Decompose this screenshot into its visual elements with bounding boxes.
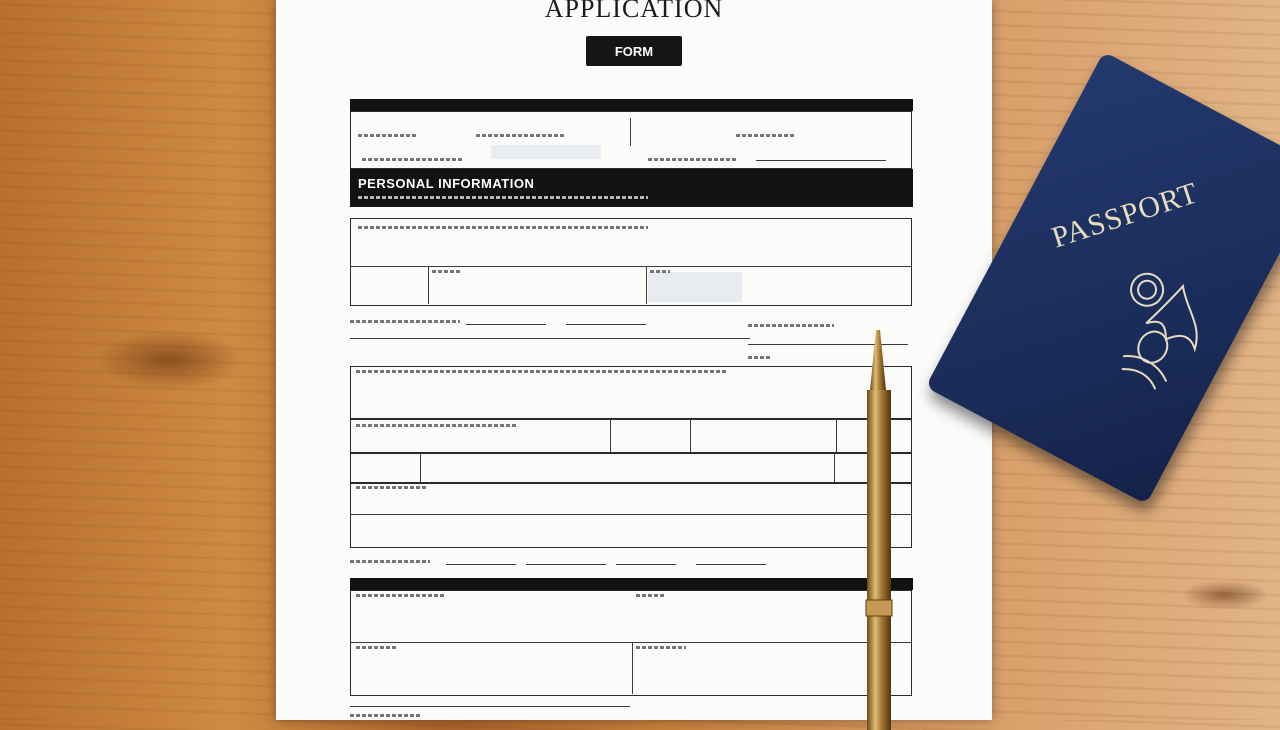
form-field-label	[350, 320, 460, 323]
section-header-bar	[350, 578, 913, 590]
passport-title: PASSPORT	[1047, 176, 1203, 255]
form-field-label	[650, 270, 670, 273]
input-field[interactable]	[491, 145, 601, 159]
form-field-label	[358, 134, 418, 137]
input-line[interactable]	[350, 706, 630, 707]
form-field-label	[358, 226, 648, 229]
form-box[interactable]	[350, 366, 912, 420]
input-line[interactable]	[616, 564, 676, 565]
form-field-label	[748, 324, 834, 327]
input-line[interactable]	[350, 338, 750, 339]
divider	[428, 266, 429, 304]
document-badge: FORM	[586, 36, 682, 66]
form-field-label	[736, 134, 796, 137]
divider	[630, 118, 631, 146]
form-field-label	[636, 646, 686, 649]
divider	[350, 642, 912, 643]
form-field-label	[476, 134, 566, 137]
wood-knot	[95, 330, 245, 390]
pen-icon[interactable]	[860, 330, 900, 730]
form-box[interactable]	[350, 482, 912, 548]
form-box[interactable]	[350, 452, 912, 484]
form-field-label	[356, 646, 396, 649]
form-field-label	[356, 486, 426, 489]
form-field-label	[356, 594, 446, 597]
section-subtext	[358, 196, 648, 199]
input-line[interactable]	[696, 564, 766, 565]
form-field-label	[432, 270, 462, 273]
form-field-label	[350, 714, 420, 717]
divider	[834, 452, 835, 482]
form-box[interactable]	[350, 590, 912, 696]
divider	[690, 418, 691, 452]
input-line[interactable]	[566, 324, 646, 325]
form-field-label	[648, 158, 738, 161]
document-title: APPLICATION	[544, 0, 724, 23]
input-line[interactable]	[446, 564, 516, 565]
form-box[interactable]	[350, 218, 912, 306]
divider	[646, 266, 647, 304]
divider	[632, 642, 633, 694]
divider	[836, 418, 837, 452]
form-field-label	[362, 158, 462, 161]
passport-seal-icon	[1074, 240, 1237, 415]
input-line[interactable]	[526, 564, 606, 565]
form-field-label	[350, 560, 430, 563]
input-line[interactable]	[756, 160, 886, 161]
form-field-label	[636, 594, 666, 597]
wood-knot	[1180, 580, 1270, 610]
divider	[420, 452, 421, 482]
form-field-label	[748, 356, 770, 359]
section-heading: PERSONAL INFORMATION	[358, 176, 535, 191]
divider	[350, 266, 912, 267]
input-line[interactable]	[466, 324, 546, 325]
divider	[350, 514, 912, 515]
header-bar	[350, 99, 913, 111]
form-field-label	[356, 370, 726, 373]
divider	[610, 418, 611, 452]
form-field-label	[356, 424, 516, 427]
input-field[interactable]	[648, 272, 742, 302]
